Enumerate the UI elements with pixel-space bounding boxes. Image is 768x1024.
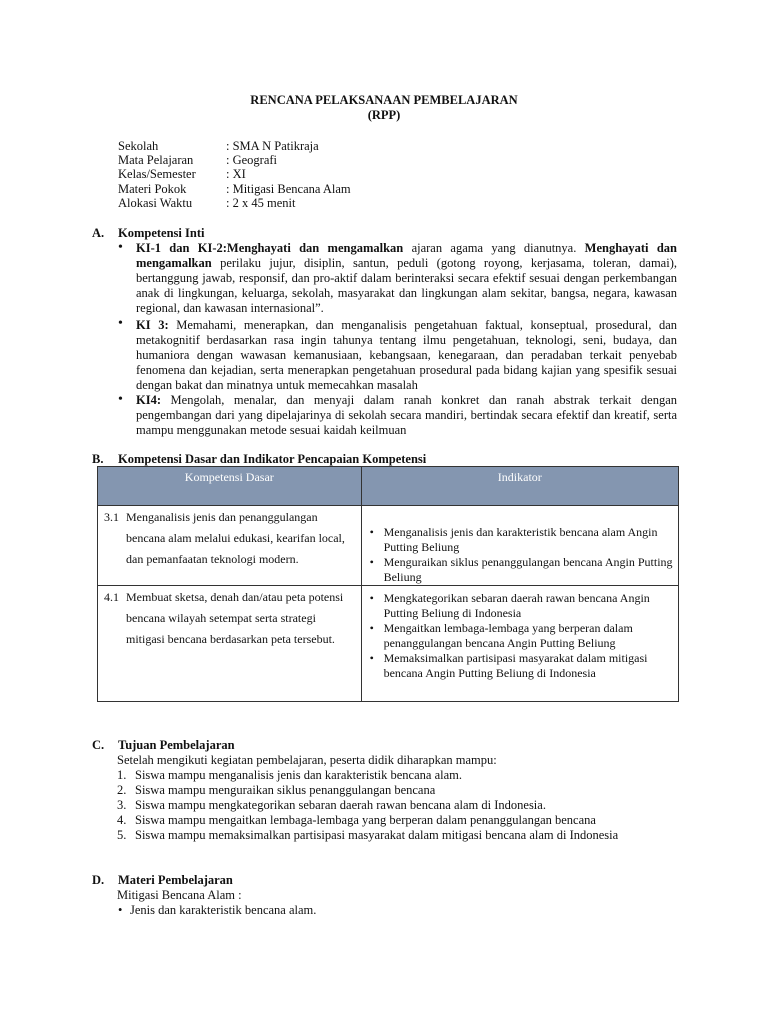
table-header-kompetensi-dasar: Kompetensi Dasar (98, 467, 362, 506)
list-item: 2. Siswa mampu menguraikan siklus penanggulangan bencana (117, 783, 436, 797)
info-key: Mata Pelajaran (118, 153, 194, 167)
list-item (118, 903, 316, 918)
table-header-indikator: Indikator (361, 467, 678, 506)
section-title: Kompetensi Dasar dan Indikator Pencapaian Kompetensi (118, 452, 427, 466)
document-title: RENCANA PELAKSANAAN PEMBELAJARAN (250, 93, 518, 107)
list-item: 3. Siswa mampu mengkategorikan sebaran daerah rawan bencana alam di Indonesia. (117, 798, 546, 812)
list-item: • Mengaitkan lembaga-lembaga yang berperan dalam penanggulangan bencana Angin Putting Beliung (370, 621, 674, 651)
info-row-materi-pokok (118, 182, 618, 197)
section-letter: C. (92, 738, 105, 752)
indicator-list (362, 591, 678, 681)
bullet-icon: • (118, 240, 123, 255)
section-title: Materi Pembelajaran (118, 873, 233, 887)
ki-4-paragraph (136, 393, 677, 438)
kompetensi-table (97, 466, 679, 702)
info-key: Alokasi Waktu (118, 196, 193, 210)
bullet-icon: • (118, 316, 123, 331)
table-row (98, 586, 679, 702)
ki-3-paragraph (136, 318, 677, 393)
document-subtitle: (RPP) (367, 108, 401, 122)
ki-4-label: KI4: (136, 393, 161, 407)
ki-3-label: KI 3: (136, 318, 169, 332)
list-item: • Mengkategorikan sebaran daerah rawan bencana Angin Putting Beliung di Indonesia (370, 591, 674, 621)
kd-text: Menganalisis jenis dan penanggulangan bencana alam melalui edukasi, kearifan local, dan pemanfaatan teknologi modern. (126, 510, 345, 566)
indicator-cell (361, 586, 678, 702)
ki-1-2-label: KI-1 dan KI-2:Menghayati dan mengamalkan (136, 241, 404, 255)
info-value: : SMA N Patikraja (226, 139, 319, 153)
indicator-list (362, 525, 678, 585)
section-title: Kompetensi Inti (118, 226, 205, 240)
list-item: • Menguraikan siklus penanggulangan bencana Angin Putting Beliung (370, 555, 674, 585)
info-key: Kelas/Semester (118, 167, 196, 181)
section-title: Tujuan Pembelajaran (118, 738, 235, 752)
objectives-list (117, 768, 677, 843)
list-item: 5. Siswa mampu memaksimalkan partisipasi masyarakat dalam mitigasi bencana alam di Indonesia (117, 828, 619, 842)
info-key: Sekolah (118, 139, 159, 153)
kd-number: 4.1 (104, 590, 119, 604)
ki-1-2-text-b: perilaku jujur, disiplin, santun, peduli (gotong royong, kerjasama, toleran, damai), bertanggung jawab, responsif, dan pro-aktif dalam berinteraksi secara efektif sesuai dengan perkembangan anak di lingkungan, keluarga, sekolah, masyarakat dan lingkungan alam sekitar, bangsa, negara, kawasan regional, dan kawasan internasional”. (136, 256, 677, 315)
section-a-heading (92, 226, 204, 241)
bullet-icon: • (118, 392, 123, 407)
indicator-cell (361, 506, 678, 586)
ki-1-2-bold-b: Menghayati dan mengamalkan (136, 241, 677, 270)
info-row-alokasi-waktu (118, 196, 618, 211)
kd-text: Membuat sketsa, denah dan/atau peta potensi bencana wilayah setempat serta strategi mitigasi bencana berdasarkan peta tersebut. (126, 590, 344, 646)
table-header-row (98, 467, 679, 506)
section-c-intro: Setelah mengikuti kegiatan pembelajaran, peserta didik diharapkan mampu: (117, 753, 497, 767)
section-d-heading (92, 873, 233, 888)
info-value: : Mitigasi Bencana Alam (226, 182, 351, 196)
material-item: Jenis dan karakteristik bencana alam. (130, 903, 317, 917)
info-key: Materi Pokok (118, 182, 187, 196)
ki-1-2-text-a: ajaran agama yang dianutnya. (403, 241, 585, 255)
section-d-intro: Mitigasi Bencana Alam : (117, 888, 242, 902)
info-value: : Geografi (226, 153, 278, 167)
section-letter: D. (92, 873, 105, 887)
kd-cell (98, 506, 362, 586)
section-letter: A. (92, 226, 105, 240)
section-c-heading (92, 738, 235, 753)
kd-number: 3.1 (104, 510, 119, 524)
info-value: : XI (226, 167, 246, 181)
info-row-kelas-semester (118, 167, 618, 182)
table-row (98, 506, 679, 586)
info-row-mata-pelajaran (118, 153, 618, 168)
list-item: 1. Siswa mampu menganalisis jenis dan karakteristik bencana alam. (117, 768, 462, 782)
list-item: • Memaksimalkan partisipasi masyarakat dalam mitigasi bencana Angin Putting Beliung di Indonesia (370, 651, 674, 681)
ki-4-text: Mengolah, menalar, dan menyaji dalam ranah konkret dan ranah abstrak terkait dengan pengembangan dari yang dipelajarinya di sekolah secara mandiri, bertindak secara efektif dan kreatif, serta mampu menggunakan metode sesuai kaidah keilmuan (136, 393, 677, 437)
info-row-sekolah (118, 139, 618, 154)
list-item: 4. Siswa mampu mengaitkan lembaga-lembaga yang berperan dalam penanggulangan bencana (117, 813, 596, 827)
kd-cell (98, 586, 362, 702)
bullet-icon: • (118, 903, 123, 917)
ki-3-text: Memahami, menerapkan, dan menganalisis pengetahuan faktual, konseptual, prosedural, dan metakognitif berdasarkan rasa ingin tahunya tentang ilmu pengetahuan, teknologi, seni, budaya, dan humaniora dengan wawasan kemanusiaan, kebangsaan, kenegaraan, dan peradaban terkait penyebab fenomena dan kejadian, serta menerapkan pengetahuan prosedural pada bidang kajian yang spesifik sesuai dengan bakat dan minatnya untuk memecahkan masalah (136, 318, 677, 392)
section-b-heading (92, 452, 426, 467)
section-letter: B. (92, 452, 104, 466)
ki-1-2-paragraph (136, 241, 677, 316)
info-value: : 2 x 45 menit (226, 196, 296, 210)
list-item: • Menganalisis jenis dan karakteristik bencana alam Angin Putting Beliung (370, 525, 674, 555)
